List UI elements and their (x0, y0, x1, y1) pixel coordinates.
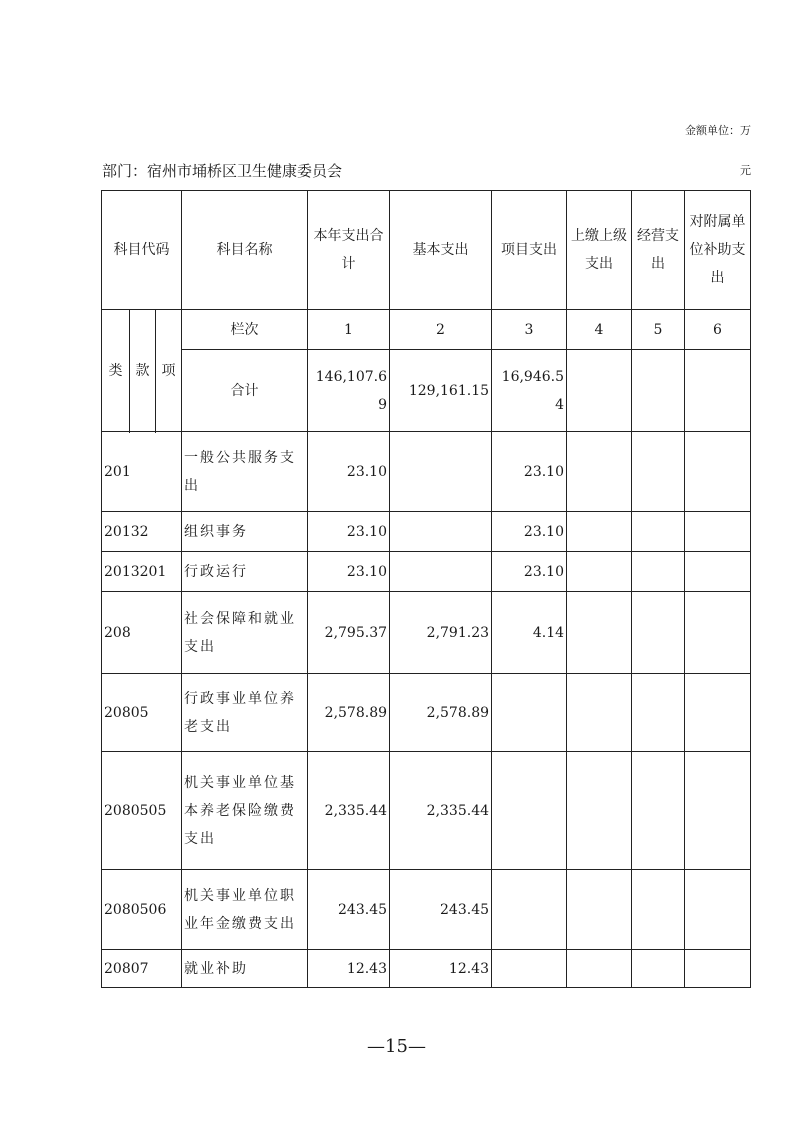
cell-basic: 2,578.89 (390, 674, 492, 752)
column-number-1: 1 (308, 310, 390, 350)
header-name: 科目名称 (182, 191, 308, 310)
cell-subsidy (685, 752, 751, 870)
subject-name: 行政运行 (182, 552, 308, 592)
cell-upper (567, 592, 632, 674)
cell-business (632, 512, 685, 552)
header-project: 项目支出 (492, 191, 567, 310)
amount-unit-label-continued: 元 (740, 164, 751, 177)
cell-business (632, 552, 685, 592)
cell-business (632, 674, 685, 752)
table-row (102, 674, 751, 752)
cell-upper (567, 752, 632, 870)
kind-kuan: 款 (130, 310, 156, 432)
header-business: 经营支出 (632, 191, 685, 310)
cell-upper (567, 950, 632, 988)
table-body (102, 191, 751, 432)
subject-name: 一般公共服务支出 (182, 432, 308, 512)
cell-project: 23.10 (492, 512, 567, 552)
cell-total: 23.10 (308, 432, 390, 512)
cell-business (632, 950, 685, 988)
column-number-4: 4 (567, 310, 632, 350)
lanci-label: 栏次 (182, 310, 308, 350)
header-basic: 基本支出 (390, 191, 492, 310)
amount-unit-label: 金额单位：万 (685, 124, 751, 137)
header-code: 科目代码 (102, 191, 182, 310)
header-row (102, 191, 751, 310)
column-number-row (102, 310, 751, 350)
column-number-6: 6 (685, 310, 751, 350)
subject-code: 208 (102, 592, 182, 674)
cell-basic: 12.43 (390, 950, 492, 988)
cell-business (632, 752, 685, 870)
cell-total: 2,578.89 (308, 674, 390, 752)
header-subsidy: 对附属单位补助支出 (685, 191, 751, 310)
table-row (102, 870, 751, 950)
cell-basic: 2,791.23 (390, 592, 492, 674)
table-row (102, 592, 751, 674)
cell-business (632, 592, 685, 674)
cell-subsidy (685, 674, 751, 752)
subject-code: 20132 (102, 512, 182, 552)
cell-basic: 243.45 (390, 870, 492, 950)
cell-project: 4.14 (492, 592, 567, 674)
total-label: 合计 (182, 350, 308, 432)
cell-project: 23.10 (492, 552, 567, 592)
cell-subsidy (685, 512, 751, 552)
cell-project: 23.10 (492, 432, 567, 512)
subject-code: 2080505 (102, 752, 182, 870)
cell-total: 23.10 (308, 552, 390, 592)
total-upper (567, 350, 632, 432)
subject-code: 20807 (102, 950, 182, 988)
subject-code: 201 (102, 432, 182, 512)
kind-xiang: 项 (156, 310, 182, 432)
table-row (102, 752, 751, 870)
column-number-2: 2 (390, 310, 492, 350)
data-rows (102, 432, 751, 988)
cell-basic: 2,335.44 (390, 752, 492, 870)
table-row (102, 512, 751, 552)
subject-name: 机关事业单位职业年金缴费支出 (182, 870, 308, 950)
cell-upper (567, 870, 632, 950)
cell-subsidy (685, 592, 751, 674)
kind-lei: 类 (102, 310, 130, 432)
cell-subsidy (685, 870, 751, 950)
cell-basic (390, 512, 492, 552)
cell-project (492, 752, 567, 870)
cell-total: 12.43 (308, 950, 390, 988)
cell-total: 2,795.37 (308, 592, 390, 674)
cell-upper (567, 512, 632, 552)
table-row (102, 432, 751, 512)
cell-total: 2,335.44 (308, 752, 390, 870)
total-total: 146,107.69 (308, 350, 390, 432)
department-label: 部门：宿州市埇桥区卫生健康委员会 (102, 162, 343, 180)
column-number-3: 3 (492, 310, 567, 350)
total-subsidy (685, 350, 751, 432)
total-basic: 129,161.15 (390, 350, 492, 432)
cell-basic (390, 432, 492, 512)
column-number-5: 5 (632, 310, 685, 350)
subject-code: 2080506 (102, 870, 182, 950)
cell-business (632, 870, 685, 950)
cell-subsidy (685, 552, 751, 592)
total-row (102, 350, 751, 432)
cell-subsidy (685, 950, 751, 988)
cell-project (492, 950, 567, 988)
cell-project (492, 674, 567, 752)
cell-business (632, 432, 685, 512)
page-number: —15— (367, 1036, 426, 1057)
cell-total: 23.10 (308, 512, 390, 552)
cell-upper (567, 674, 632, 752)
expenditure-table (101, 190, 751, 988)
cell-project (492, 870, 567, 950)
cell-total: 243.45 (308, 870, 390, 950)
subject-name: 行政事业单位养老支出 (182, 674, 308, 752)
cell-upper (567, 552, 632, 592)
subject-name: 社会保障和就业支出 (182, 592, 308, 674)
table-row (102, 552, 751, 592)
total-project: 16,946.54 (492, 350, 567, 432)
header-upper: 上缴上级支出 (567, 191, 632, 310)
subject-name: 组织事务 (182, 512, 308, 552)
subject-name: 就业补助 (182, 950, 308, 988)
subject-code: 20805 (102, 674, 182, 752)
cell-upper (567, 432, 632, 512)
total-business (632, 350, 685, 432)
cell-basic (390, 552, 492, 592)
subject-name: 机关事业单位基本养老保险缴费支出 (182, 752, 308, 870)
table-row (102, 950, 751, 988)
subject-code: 2013201 (102, 552, 182, 592)
cell-subsidy (685, 432, 751, 512)
header-total: 本年支出合计 (308, 191, 390, 310)
